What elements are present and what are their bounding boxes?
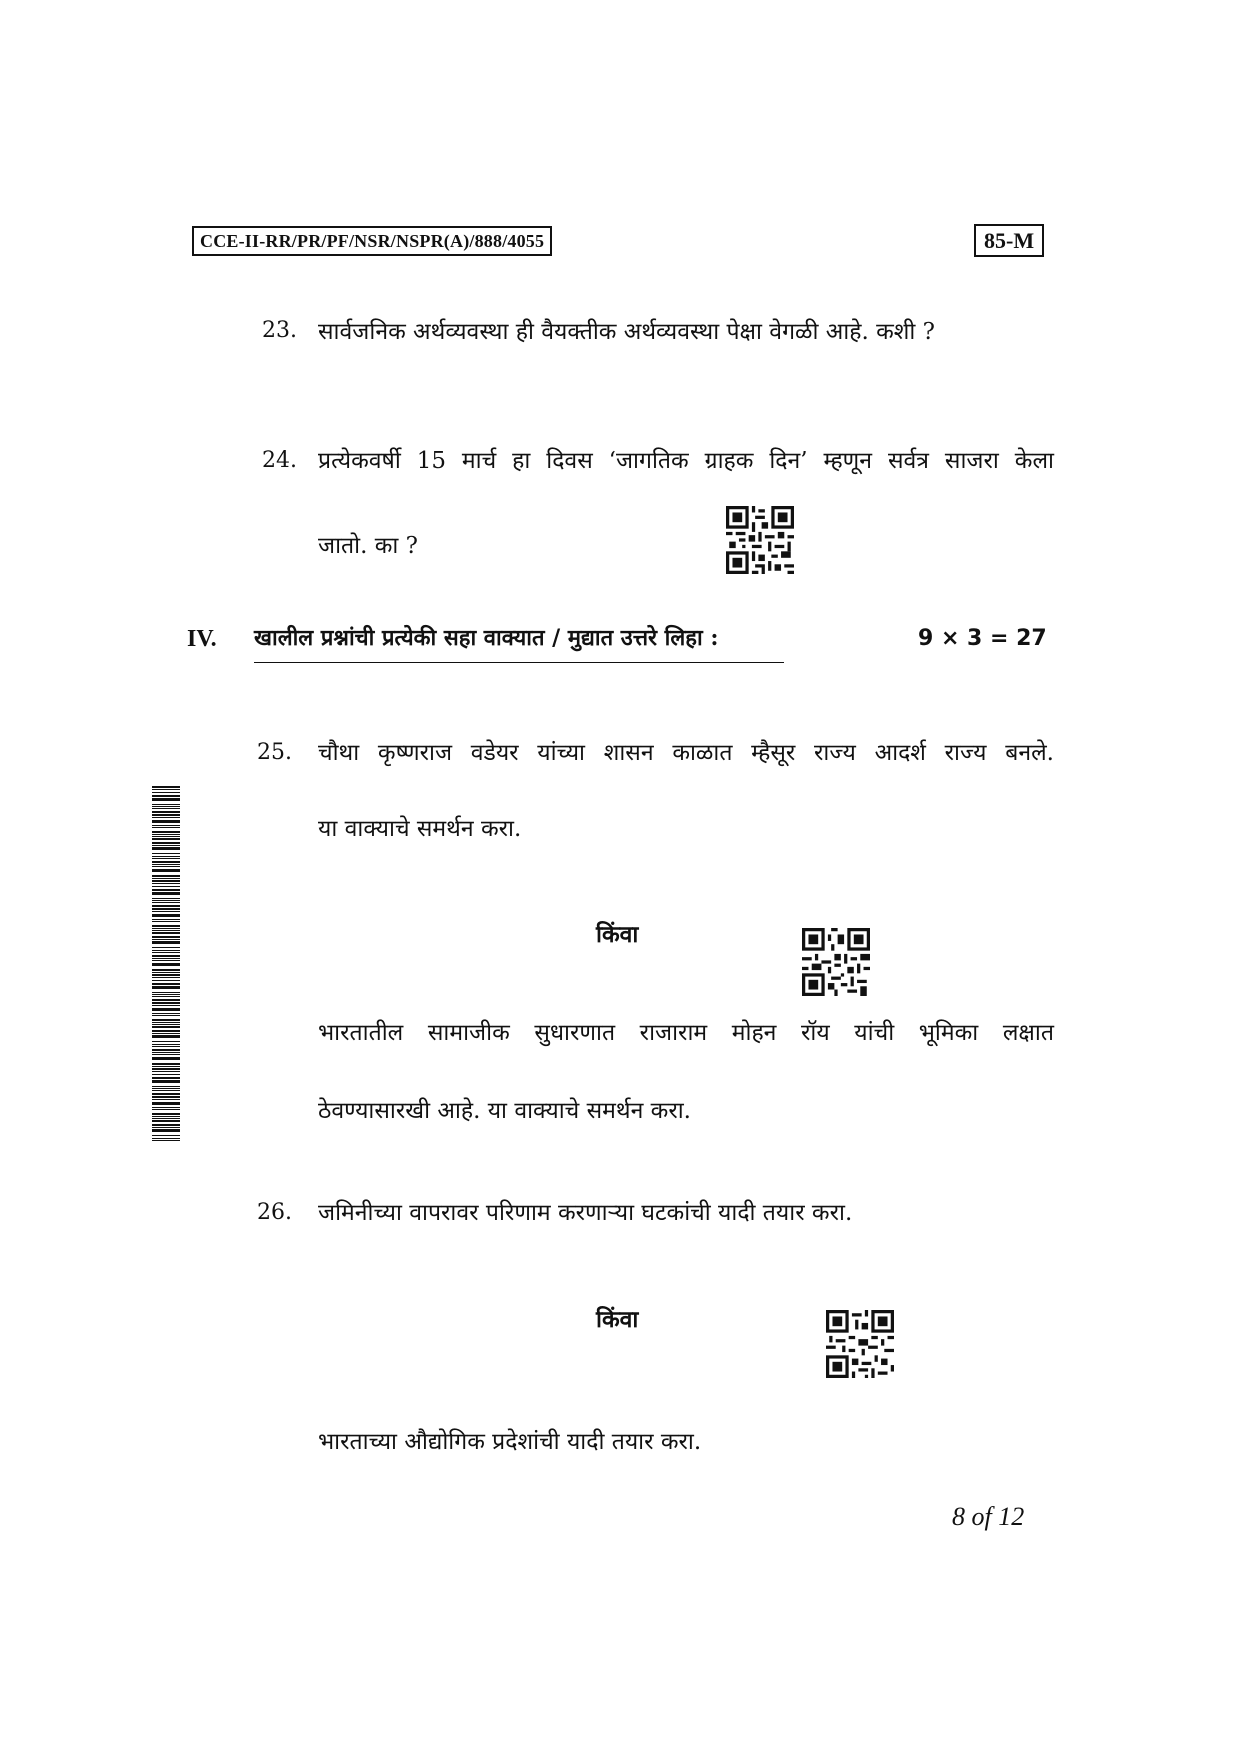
question-23-number: 23. [262,318,297,343]
qr-code-icon [826,1310,894,1378]
question-25-alt-line-2: ठेवण्यासारखी आहे. या वाक्याचे समर्थन करा. [318,1098,691,1124]
paper-code-label: 85-M [974,224,1044,257]
question-26-line-1: जमिनीच्या वापरावर परिणाम करणाऱ्या घटकांची यादी तयार करा. [318,1200,853,1226]
question-25-line-1: चौथा कृष्णराज वडेयर यांच्या शासन काळात म्हैसूर राज्य आदर्श राज्य बनले. [318,740,1054,766]
question-24-line-1: प्रत्येकवर्षी 15 मार्च हा दिवस ‘जागतिक ग्राहक दिन’ म्हणून सर्वत्र साजरा केला [318,448,1054,474]
section-number: IV. [187,626,217,652]
question-23-text: सार्वजनिक अर्थव्यवस्था ही वैयक्तीक अर्थव्यवस्था पेक्षा वेगळी आहे. कशी ? [318,319,936,345]
or-label: किंवा [596,1306,639,1333]
question-25-alt-line-1: भारतातील सामाजीक सुधारणात राजाराम मोहन रॉय यांची भूमिका लक्षात [318,1020,1054,1046]
question-25-number: 25. [257,740,292,765]
qr-code-icon [726,506,794,574]
section-heading: खालील प्रश्नांची प्रत्येकी सहा वाक्यात / मुद्यात उत्तरे लिहा : [254,622,784,663]
or-label: किंवा [596,921,639,948]
question-26-number: 26. [257,1200,292,1225]
question-24-line-2: जातो. का ? [318,533,418,559]
section-marks: 9 × 3 = 27 [918,626,1047,651]
exam-code-label: CCE-II-RR/PR/PF/NSR/NSPR(A)/888/4055 [192,226,552,256]
page-number: 8 of 12 [952,1502,1025,1531]
question-25-line-2: या वाक्याचे समर्थन करा. [318,816,522,842]
qr-code-icon [802,928,870,996]
question-24-number: 24. [262,448,297,473]
question-26-alt-line-1: भारताच्या औद्योगिक प्रदेशांची यादी तयार करा. [318,1429,702,1455]
barcode-icon [152,786,180,1142]
